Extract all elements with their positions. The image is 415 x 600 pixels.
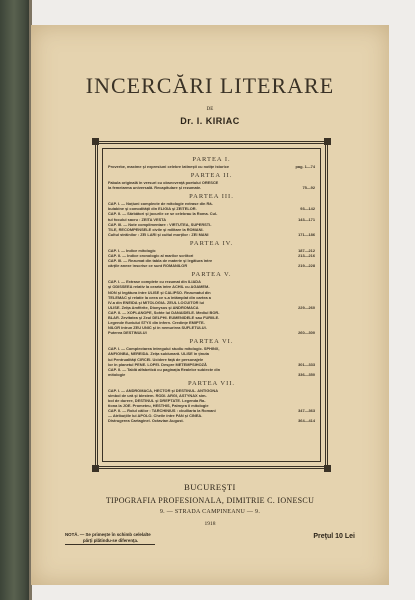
- toc-entry-line: la femeiarma universală. Recapitulare şi rezumate.: [108, 185, 202, 191]
- toc-part-heading: PARTEA V.: [191, 271, 232, 279]
- toc-entry-line: CAP. II. — XOPLANOPE, Sohte lui DANAIDELE. Mediul BOR-: [108, 309, 220, 315]
- toc-entry-pages: 260—300: [298, 330, 315, 336]
- toc-entry-pages: 347—363: [298, 408, 315, 414]
- toc-entry-line: BLAR. Zevitatea şi Zeul DELPHI. EUMENIDELE sau FURIILE.: [108, 314, 220, 320]
- corner-ornament: [92, 138, 99, 145]
- toc-entry: [108, 222, 315, 237]
- toc-entry: [108, 367, 315, 377]
- toc-entry-line: CAP. II. — Indice cronologic al marilor scriitori: [108, 253, 194, 259]
- toc-entry-line: lui Pentrualităţi CIRCEI. Ucidere faţă de personajele: [108, 356, 204, 362]
- corner-ornament: [324, 465, 331, 472]
- toc-entry-line: lor în planetul PENE. LOPEI. Despre METEMPSIHOZĂ: [108, 361, 207, 367]
- toc-part-heading: PARTEA VII.: [187, 379, 236, 387]
- author-name: Dr. I. KIRIAC: [180, 116, 240, 126]
- toc-entry-pages: 143—171: [298, 216, 315, 222]
- toc-entry-pages: 364—414: [298, 418, 315, 424]
- toc-entry: [108, 180, 315, 190]
- toc-entry-line: CAP. I. — Extrase complete cu rezumat din ILIADA: [108, 279, 201, 285]
- toc-entry-line: CAP. I. — Indice mitologic: [108, 247, 156, 253]
- note-line-2: părţi plătindu-se diferenţa.: [65, 538, 155, 545]
- toc-entry-line: cărţile anexe înscrise ce sunt ROMANILOR: [108, 263, 188, 269]
- toc-entry-line: CAP. I. — ANDROMACA, HECTOR şi DESTINUL. ANTIGONA: [108, 387, 219, 393]
- toc-entry-pages: pag. 1—74: [295, 164, 315, 169]
- toc-part-heading: PARTEA I.: [192, 156, 231, 163]
- toc-entry-line: bol de durere, DESTINUL şi DREPTATE. Legenda Ra-: [108, 398, 206, 404]
- toc-entry-pages: 301—333: [298, 361, 315, 367]
- toc-entry-line: — Atribuţiile lui APOLO. Cheile între PAN şi CINEA.: [108, 413, 203, 419]
- toc-entry: [108, 258, 315, 268]
- toc-entry-line: Fabula originală în versuri cu obsecvenţă poetului ORESCE: [108, 180, 219, 186]
- toc-entry-pages: 93—142: [300, 206, 315, 212]
- toc-entry: [108, 211, 315, 221]
- toc-entry: [108, 346, 315, 366]
- title-page: [31, 25, 389, 585]
- imprint-street: 9. — STRADA CAMPINEANU — 9.: [159, 509, 261, 515]
- toc-entry-line: NILOR întrun ZEU UNIC şi în nemurirea SUFLETULUI.: [108, 325, 207, 331]
- imprint-press: TIPOGRAFIA PROFESIONALA, DIMITRIE C. IONESCU: [105, 496, 315, 505]
- toc-entry: [108, 310, 315, 335]
- toc-entry: [108, 164, 315, 169]
- toc-entry-line: şi ODISSEEA relativ la cearta între ACHIL cu AGAMEM-: [108, 284, 210, 290]
- toc-entry-line: ANFIONBA, NEREIDA. Zeiţa sublunară. ULISE în ţinuta: [108, 351, 209, 357]
- toc-part-heading: PARTEA VI.: [189, 338, 234, 346]
- toc-entry-line: CAP. II. — Tablă alfabetică cu paginaţia Realelor subiecte din: [108, 366, 221, 372]
- by-label: DE: [206, 107, 214, 112]
- toc-entry-pages: 187—212: [298, 247, 315, 253]
- note: [65, 532, 155, 545]
- toc-entry-line: CAP. II. — Rolul căilor : TARCHINIUS : cbulliaria la Romani: [108, 408, 216, 414]
- toc-entry-line: Cultul străinilor : ZEI LARI şi cultul morţilor : ZEI MANI: [108, 231, 209, 237]
- toc-entry-pages: 219—228: [298, 263, 315, 269]
- toc-entry-line: simbol de ură şi blestem. RODI. ARGI, ASTYNAX sim-: [108, 393, 207, 398]
- toc-entry-line: Proverbe, maxime şi expresiuni celebre latineşti cu notiţe istorice: [108, 164, 230, 169]
- toc-entry-line: CAP. III. — Rezumat din tabla de materie şi legătura între: [108, 258, 213, 264]
- toc-part-heading: PARTEA II.: [190, 172, 233, 180]
- toc-entry-pages: 229—260: [298, 304, 315, 310]
- book-title: INCERCĂRI LITERARE: [85, 73, 335, 98]
- toc-entry-line: buiabine şi comodităţii din ELIGIA şi ZEITELOR.: [108, 206, 197, 212]
- toc-entry-line: CAP. II. — Sărbători şi jocurile ce se celebrau la Roma. Cul-: [108, 211, 218, 217]
- toc-entry-line: Legende fluviului STYX din infern. Credinţe EMIPTE-: [108, 320, 205, 326]
- toc-entry-line: tul focului sacru : ZEITA VESTA: [108, 216, 167, 222]
- note-line-1: NOTĂ. — Se primeşte în schimb celelalte: [65, 532, 151, 537]
- corner-ornament: [92, 465, 99, 472]
- table-of-contents-frame: [95, 141, 328, 469]
- toc-entry-line: mitologie: [108, 371, 126, 377]
- table-of-contents: [108, 153, 315, 424]
- toc-entry-pages: 75—92: [302, 185, 315, 191]
- toc-entry-line: TILE, RECOMPENSELE civile şi militare la ROMANI.: [108, 226, 204, 232]
- toc-entry: [108, 413, 315, 423]
- toc-entry: [108, 201, 315, 211]
- toc-entry-line: CAP. I. — Noţiuni complecte de mitologie extrase din Ră-: [108, 201, 213, 207]
- toc-entry-line: CAP. III. — Note complimentare : VIRTUTEA, SUPERSTI-: [108, 221, 212, 227]
- toc-entry-pages: 336—350: [298, 371, 315, 377]
- toc-entry-pages: 213—216: [298, 253, 315, 259]
- toc-entry-line: IV-a din ENEIDA şi MITOLOGIA. ZEUL LOCUITOR lui: [108, 299, 205, 305]
- price-label: Preţul 10 Lei: [313, 533, 355, 540]
- toc-entry-line: CAP. I. — Complectarea întregului studiu mitologic. SPHINX,: [108, 346, 220, 352]
- toc-entry-line: tiona la JOE. Prometeu, HESTHIS, Palmyra îi mitologie: [108, 403, 209, 409]
- corner-ornament: [324, 138, 331, 145]
- toc-entry-line: Distrugerea Cartaginei. Octavian August.: [108, 418, 184, 424]
- toc-entry-line: ULISE. Zeiţa Amfitrite, Dionysos şi ANDROMACA: [108, 304, 199, 310]
- toc-part-heading: PARTEA IV.: [189, 239, 234, 247]
- toc-entry-line: TELEMAC şi relatie la ceea ce s-a întâmplat din cartea a: [108, 294, 211, 300]
- toc-part-heading: PARTEA III.: [189, 193, 234, 201]
- imprint-city: BUCUREŞTI: [184, 482, 236, 492]
- imprint-year: 1918: [204, 521, 216, 527]
- toc-entry-line: NON şi legătura între ULISE şi CALIPSO. Rezumatul din: [108, 289, 211, 295]
- toc-entry: [108, 388, 315, 413]
- toc-entry: [108, 279, 315, 310]
- book-spine: [0, 0, 31, 600]
- toc-entry-line: Puterea DESTINULUI: [108, 330, 147, 336]
- toc-entry-pages: 171—186: [298, 231, 315, 237]
